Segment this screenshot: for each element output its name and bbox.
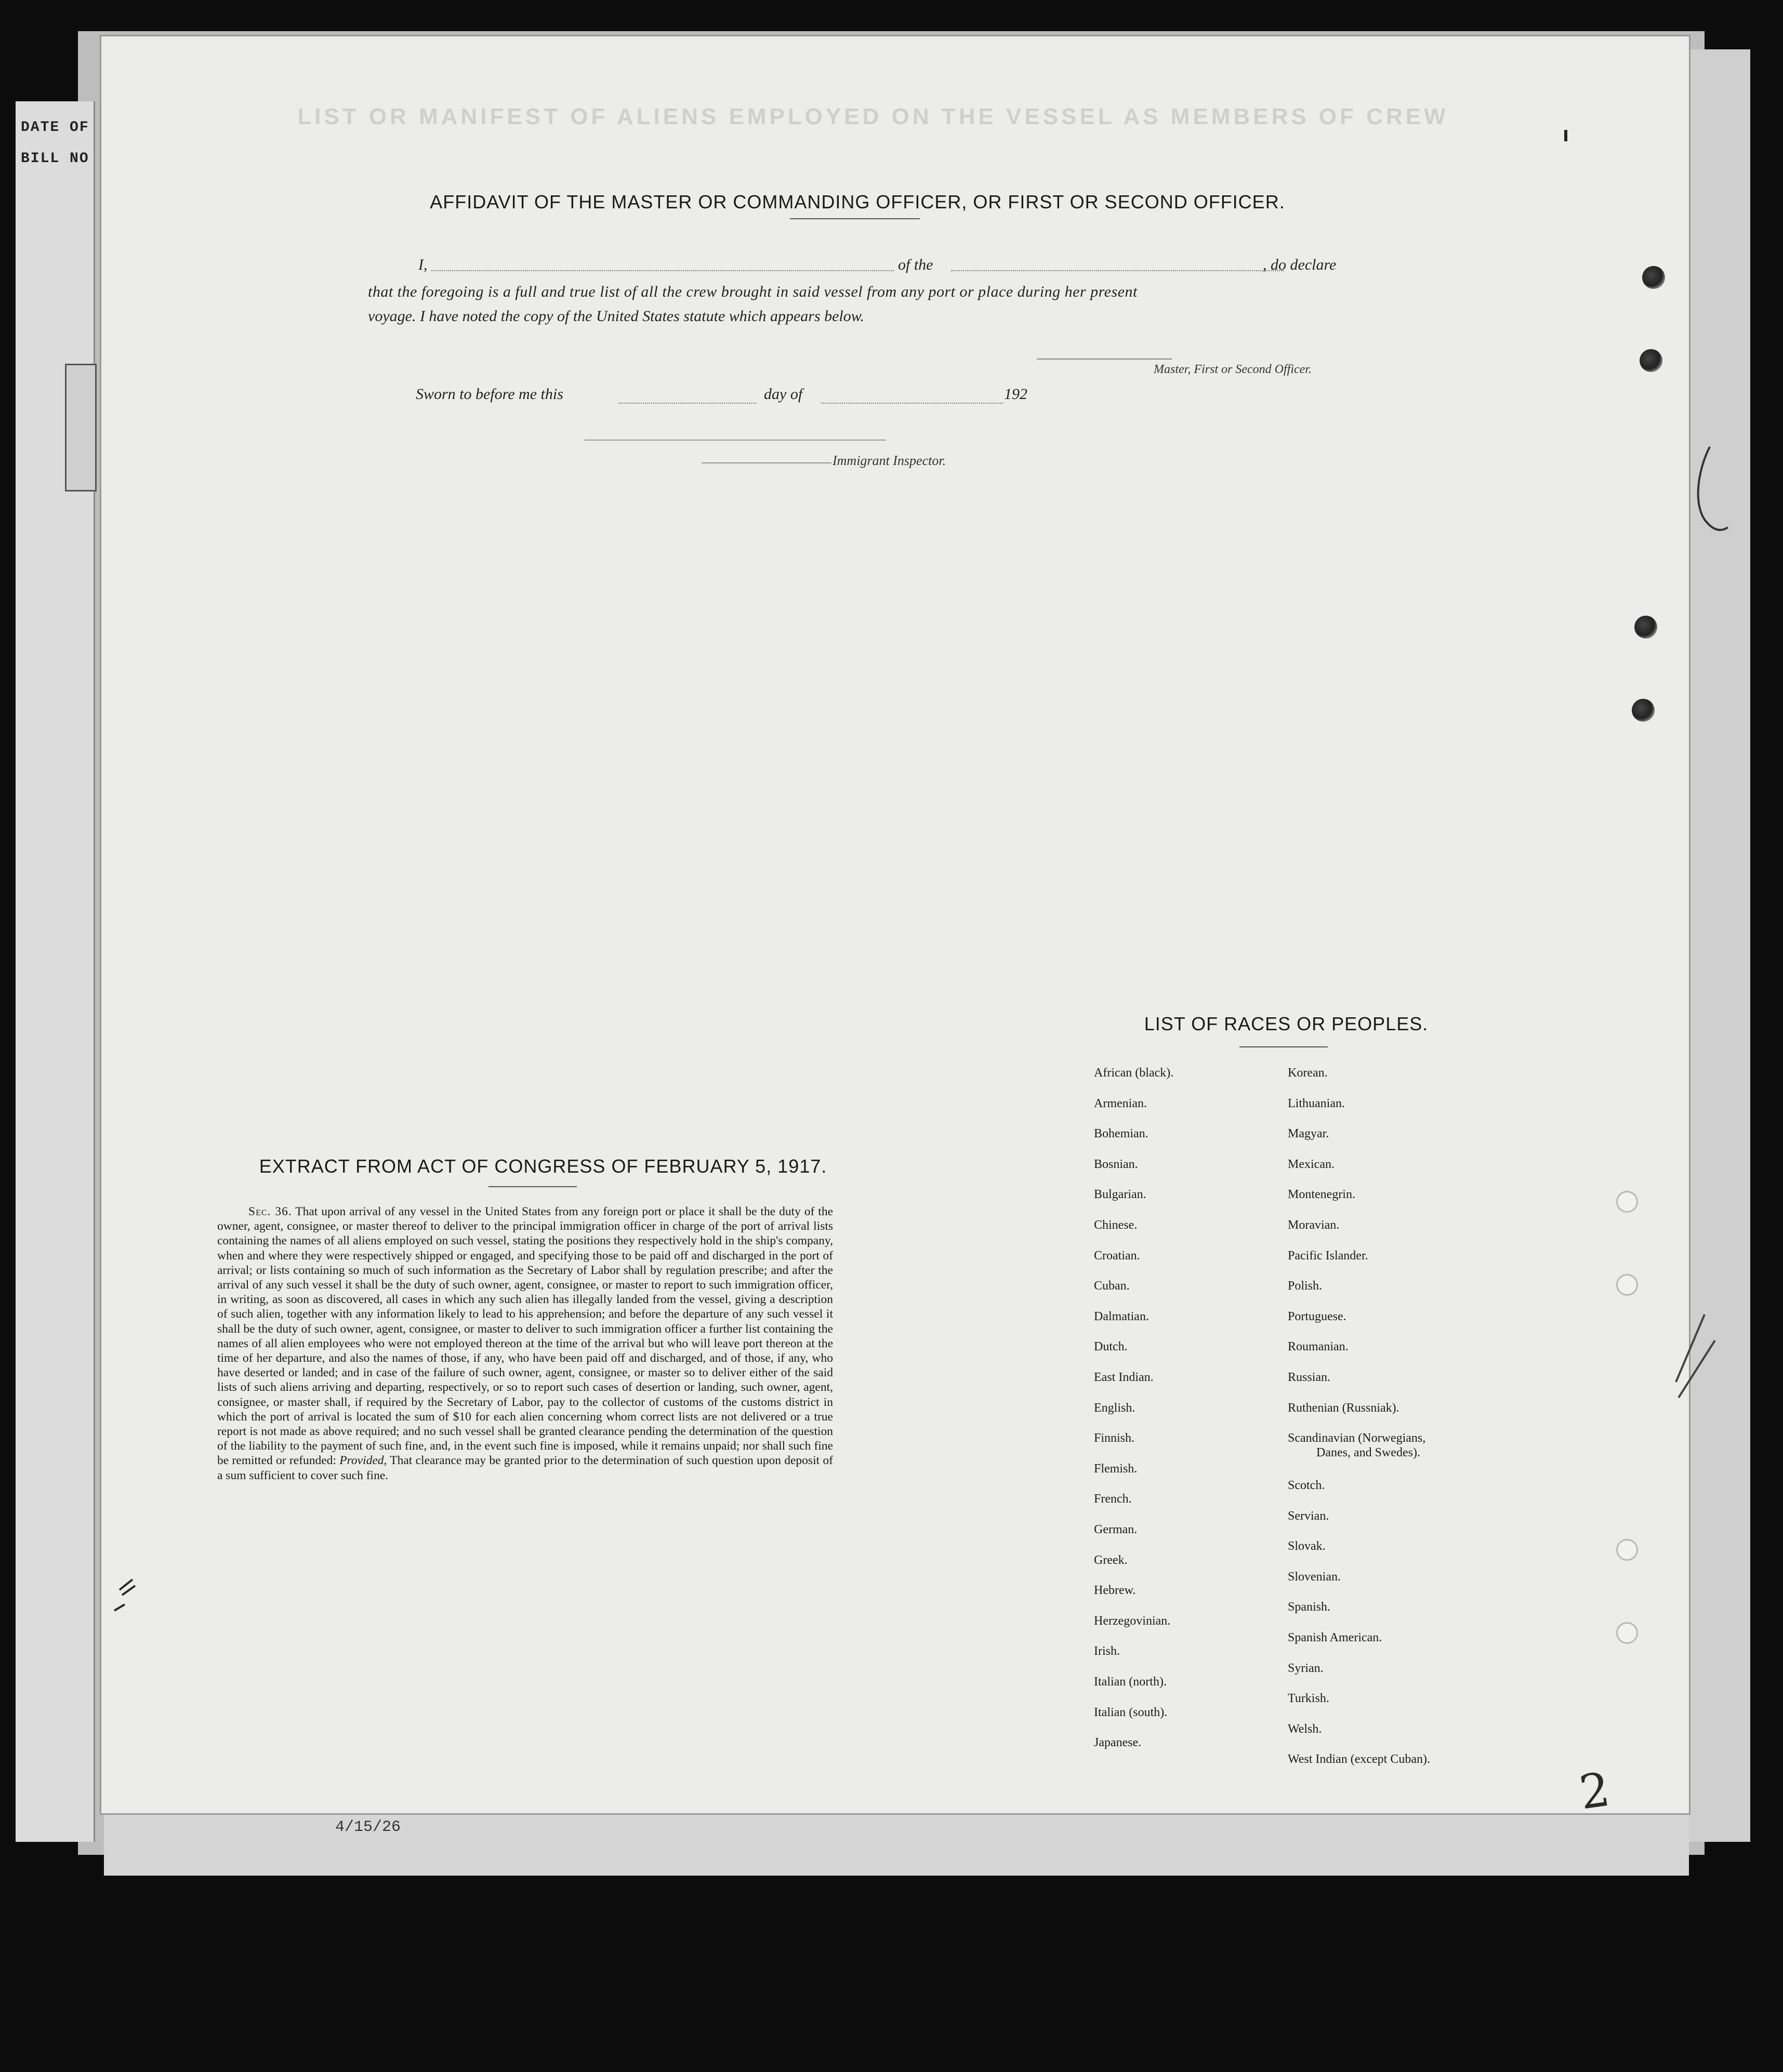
race-item: Slovenian. <box>1288 1570 1341 1584</box>
affidavit-declare-label: , do declare <box>1263 256 1337 273</box>
race-item: Portuguese. <box>1288 1310 1346 1323</box>
stub-date-label: DATE OF <box>21 119 89 136</box>
sworn-year-label: 192 <box>1004 386 1027 403</box>
bleed-through-header: LIST OR MANIFEST OF ALIENS EMPLOYED ON THE VESSEL AS MEMBERS OF CREW <box>297 104 1449 129</box>
punch-hole-outline <box>1616 1191 1638 1213</box>
race-item: Roumanian. <box>1288 1340 1349 1353</box>
race-item: Korean. <box>1288 1066 1328 1080</box>
race-item: Spanish. <box>1288 1600 1331 1614</box>
race-item: Polish. <box>1288 1279 1323 1293</box>
sworn-day-blank[interactable] <box>618 403 756 404</box>
races-title-rule <box>1239 1046 1328 1047</box>
race-item: Welsh. <box>1288 1722 1322 1736</box>
extract-title: EXTRACT FROM ACT OF CONGRESS OF FEBRUARY 5, 1917. <box>259 1155 827 1177</box>
race-item: Bohemian. <box>1094 1127 1148 1140</box>
extract-body-part-1: That upon arrival of any vessel in the United States from any foreign port or place it shall be the duty of the owner, agent, consignee, or master thereof to deliver to the principal immigration officer in charge of the port of arrival lists containing the names of all aliens employed on such vessel, stating the positions they respectively hold in the ship's company, when and where they were respectively shipped or engaged, and specifying those to be paid off and discharged in the port of arrival; or lists containing so much of such information as the Secretary of Labor shall by regulation prescribe; and after the arrival of any such vessel it shall be the duty of such owner, agent, consignee, or master to report to such immigration officer, in writing, as soon as discovered, all cases in which any such alien has illegally landed from the vessel, giving a description of such alien, together with any information likely to lead to his apprehension; and before the departure of any such vessel it shall be the duty of such owner, agent, consignee, or master to deliver to such immigration officer a further list containing the names of all alien employees who were not employed thereon at the time of the arrival but who will leave port thereon at the time of her departure, and also the names of those, if any, who have been paid off and discharged, and of those, if any, who have deserted or landed; and in case of the failure of such owner, agent, consignee, or master so to deliver either of the said lists of such aliens arriving and departing, respectively, or so to report such cases of desertion or landing, such owner, agent, consignee, or master shall, if required by the Secretary of Labor, pay to the collector of customs of the customs district in which the port of arrival is located the sum of $10 for each alien concerning whom correct lists are not delivered or a true report is not made as above required; and no such vessel shall be granted clearance pending the determination of the question of the liability to the payment of such fine, and, in the event such fine is imposed, while it remains unpaid; nor shall such fine be remitted or refunded: <box>217 1205 834 1468</box>
race-item: African (black). <box>1094 1066 1174 1080</box>
race-item: Croatian. <box>1094 1249 1140 1263</box>
extract-text <box>217 1204 833 1483</box>
affidavit-title: AFFIDAVIT OF THE MASTER OR COMMANDING OFFICER, OR FIRST OR SECOND OFFICER. <box>430 191 1285 212</box>
race-item: Ruthenian (Russniak). <box>1288 1401 1399 1415</box>
margin-pen-mark <box>1689 442 1731 546</box>
race-item: Spanish American. <box>1288 1631 1382 1644</box>
race-item: Cuban. <box>1094 1279 1130 1293</box>
race-item: Bosnian. <box>1094 1158 1138 1171</box>
race-item: Hebrew. <box>1094 1584 1136 1597</box>
race-item: Lithuanian. <box>1288 1097 1345 1110</box>
race-item: German. <box>1094 1523 1138 1536</box>
race-item: Italian (south). <box>1094 1706 1168 1719</box>
race-item: Chinese. <box>1094 1218 1138 1232</box>
left-stub-sheet <box>16 101 95 1842</box>
provided-label: Provided, <box>339 1454 387 1468</box>
section-label: Sec. 36. <box>248 1205 292 1218</box>
race-item: Bulgarian. <box>1094 1188 1146 1201</box>
affidavit-line-2: that the foregoing is a full and true list of all the crew brought in said vessel from any port or place during her present <box>368 283 1138 300</box>
punch-hole <box>1642 266 1665 289</box>
affidavit-line-3: voyage. I have noted the copy of the United States statute which appears below. <box>368 308 865 325</box>
race-item: Dalmatian. <box>1094 1310 1149 1323</box>
races-title: LIST OF RACES OR PEOPLES. <box>1144 1013 1429 1034</box>
race-item: French. <box>1094 1492 1132 1506</box>
race-item: Herzegovinian. <box>1094 1614 1171 1628</box>
affidavit-title-rule <box>790 218 920 219</box>
stub-bill-label: BILL NO <box>21 151 89 167</box>
race-item: Magyar. <box>1288 1127 1329 1140</box>
sworn-month-blank[interactable] <box>821 403 1003 404</box>
punch-hole <box>1634 616 1657 639</box>
race-item: Danes, and Swedes). <box>1316 1446 1420 1459</box>
race-item: Irish. <box>1094 1644 1120 1658</box>
affidavit-of-the-label: of the <box>898 256 933 273</box>
race-item: Japanese. <box>1094 1736 1142 1749</box>
bottom-date-stamp: 4/15/26 <box>335 1818 401 1836</box>
race-item: Scandinavian (Norwegians, <box>1288 1431 1426 1445</box>
race-item: English. <box>1094 1401 1135 1415</box>
corner-mark <box>1564 130 1567 141</box>
inspector-label: Immigrant Inspector. <box>833 453 946 468</box>
race-item: East Indian. <box>1094 1371 1154 1384</box>
margin-pen-mark <box>1673 1309 1720 1403</box>
race-item: Russian. <box>1288 1371 1331 1384</box>
race-item: Turkish. <box>1288 1692 1329 1705</box>
race-item: Scotch. <box>1288 1479 1325 1492</box>
document-page <box>101 36 1689 1813</box>
stub-box <box>65 364 97 492</box>
race-item: Mexican. <box>1288 1158 1335 1171</box>
margin-pen-mark <box>104 1559 156 1631</box>
signature-line[interactable] <box>1037 358 1172 360</box>
punch-hole <box>1640 349 1662 372</box>
race-item: Dutch. <box>1094 1340 1128 1353</box>
affidavit-i-label: I, <box>418 256 428 273</box>
extract-body-part-2: That clearance may be granted prior to the determination of such question upon deposit of a sum sufficient to cover such fine. <box>217 1454 833 1482</box>
handwritten-number: 2 <box>1576 1762 1614 1821</box>
punch-hole <box>1632 699 1655 722</box>
race-item: West Indian (except Cuban). <box>1288 1752 1430 1766</box>
sworn-day-of-label: day of <box>764 386 803 403</box>
punch-hole-outline <box>1616 1539 1638 1561</box>
race-item: Pacific Islander. <box>1288 1249 1368 1263</box>
race-item: Slovak. <box>1288 1539 1326 1553</box>
inspector-signature-line[interactable] <box>585 440 886 441</box>
extract-title-rule <box>488 1186 577 1187</box>
master-name-blank[interactable] <box>431 270 894 271</box>
bottom-paper-strip <box>104 1803 1689 1876</box>
race-item: Italian (north). <box>1094 1675 1167 1689</box>
race-item: Servian. <box>1288 1509 1329 1523</box>
punch-hole-outline <box>1616 1274 1638 1296</box>
race-item: Flemish. <box>1094 1462 1138 1476</box>
race-item: Finnish. <box>1094 1431 1135 1445</box>
race-item: Moravian. <box>1288 1218 1340 1232</box>
race-item: Montenegrin. <box>1288 1188 1355 1201</box>
race-item: Greek. <box>1094 1553 1128 1567</box>
vessel-name-blank[interactable] <box>951 270 1284 271</box>
race-item: Armenian. <box>1094 1097 1147 1110</box>
race-item: Syrian. <box>1288 1662 1324 1675</box>
sworn-label: Sworn to before me this <box>416 386 563 403</box>
inspector-name-line[interactable] <box>702 462 831 463</box>
signature-label: Master, First or Second Officer. <box>1154 363 1312 376</box>
punch-hole-outline <box>1616 1622 1638 1644</box>
